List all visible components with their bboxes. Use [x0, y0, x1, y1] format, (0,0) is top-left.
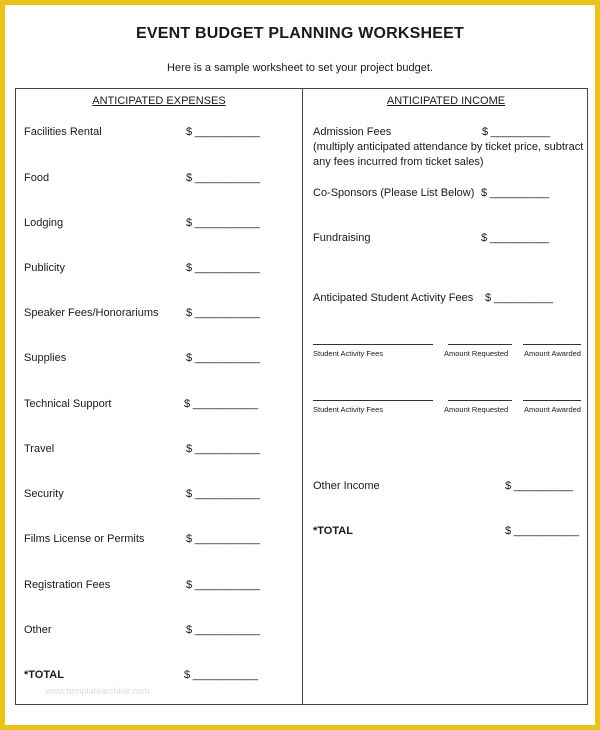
income-label-cosponsors: Co-Sponsors (Please List Below) [313, 187, 475, 199]
income-amount-admission[interactable]: $ __________ [482, 126, 550, 138]
expenses-heading: ANTICIPATED EXPENSES [92, 95, 226, 107]
income-amount-other[interactable]: $ __________ [505, 480, 573, 492]
expense-total-label: *TOTAL [24, 669, 64, 681]
expense-label-speaker-fees: Speaker Fees/Honorariums [24, 307, 159, 319]
watermark: www.templatearchive.com [45, 686, 150, 696]
expense-amount-registration-fees[interactable]: $ ___________ [186, 579, 260, 591]
awarded-col-label: Amount Awarded [524, 349, 581, 358]
page-title: EVENT BUDGET PLANNING WORKSHEET [136, 25, 464, 42]
expense-amount-technical-support[interactable]: $ ___________ [184, 398, 258, 410]
income-total-amount[interactable]: $ ___________ [505, 525, 579, 537]
income-heading: ANTICIPATED INCOME [386, 95, 506, 107]
expense-total-amount[interactable]: $ ___________ [184, 669, 258, 681]
admission-note: (multiply anticipated attendance by ticket price, subtract any fees incurred from ticket sales) [313, 141, 584, 168]
expense-amount-speaker-fees[interactable]: $ ___________ [186, 307, 260, 319]
amount-awarded-line[interactable] [523, 400, 581, 401]
worksheet-page [5, 5, 595, 725]
expense-amount-other[interactable]: $ ___________ [186, 624, 260, 636]
expense-amount-food[interactable]: $ ___________ [186, 172, 260, 184]
requested-col-label: Amount Requested [444, 405, 509, 414]
income-amount-student-fees[interactable]: $ __________ [485, 292, 553, 304]
expense-label-other: Other [24, 624, 52, 636]
expense-label-facilities: Facilities Rental [24, 126, 102, 138]
income-total-label: *TOTAL [313, 525, 353, 537]
fee-entry-line[interactable] [313, 344, 433, 345]
income-amount-cosponsors[interactable]: $ __________ [481, 187, 549, 199]
awarded-col-label: Amount Awarded [524, 405, 581, 414]
expense-amount-films-license[interactable]: $ ___________ [186, 533, 260, 545]
amount-awarded-line[interactable] [523, 344, 581, 345]
budget-table [15, 88, 588, 705]
expense-amount-security[interactable]: $ ___________ [186, 488, 260, 500]
expense-label-supplies: Supplies [24, 352, 67, 364]
income-amount-fundraising[interactable]: $ __________ [481, 232, 549, 244]
expense-amount-travel[interactable]: $ ___________ [186, 443, 260, 455]
fee-col-label: Student Activity Fees [313, 349, 384, 358]
expense-label-food: Food [24, 172, 50, 184]
requested-col-label: Amount Requested [444, 349, 509, 358]
expense-label-security: Security [24, 488, 64, 500]
amount-requested-line[interactable] [448, 400, 512, 401]
fee-entry-line[interactable] [313, 400, 433, 401]
expense-amount-facilities[interactable]: $ ___________ [186, 126, 260, 138]
income-label-student-fees: Anticipated Student Activity Fees [313, 292, 474, 304]
expense-amount-lodging[interactable]: $ ___________ [186, 217, 260, 229]
column-divider [302, 89, 303, 704]
expense-label-registration-fees: Registration Fees [24, 579, 111, 591]
amount-requested-line[interactable] [448, 344, 512, 345]
expense-label-travel: Travel [24, 443, 55, 455]
income-label-fundraising: Fundraising [313, 232, 371, 244]
income-label-other: Other Income [313, 480, 380, 492]
expense-label-technical-support: Technical Support [24, 398, 112, 410]
page-subtitle: Here is a sample worksheet to set your project budget. [167, 62, 433, 74]
expense-label-publicity: Publicity [24, 262, 65, 274]
fee-col-label: Student Activity Fees [313, 405, 384, 414]
expense-amount-supplies[interactable]: $ ___________ [186, 352, 260, 364]
income-label-admission: Admission Fees [313, 126, 392, 138]
expense-amount-publicity[interactable]: $ ___________ [186, 262, 260, 274]
expense-label-films-license: Films License or Permits [24, 533, 145, 545]
expense-label-lodging: Lodging [24, 217, 64, 229]
